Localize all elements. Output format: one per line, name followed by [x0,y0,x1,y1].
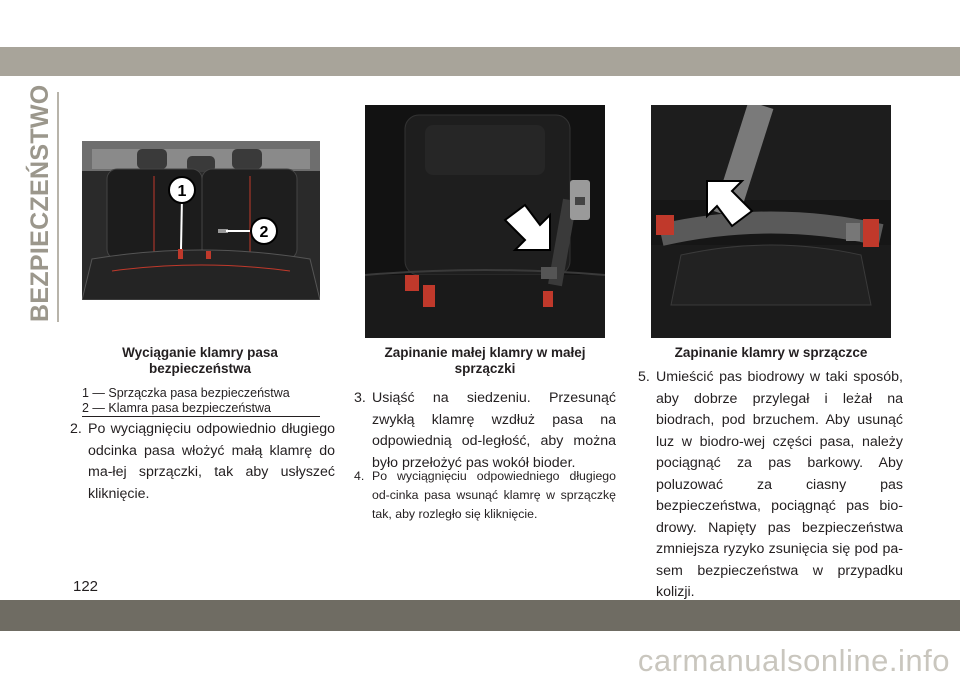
step-number: 5. [638,369,650,385]
bottom-band [0,600,960,631]
figure1-legend [82,386,322,416]
step-text: Umieścić pas biodrowy w taki sposób, aby dobrze przylegał i leżał na biodrach, pod brzuchem. Aby usunąć luz w biodro-wej części pasa, należy pociągnąć za pas barkowy. Aby poluzować za ciasny pas bezpieczeństwa, pociągnąć pas bio-drowy. Napięty pas bezpieczeństwa zmniejsza ryzyko zsunięcia się pod pa-sem bezpieczeństwa w przypadku kolizji. [656,369,903,600]
legend-item: 2 — Klamra pasa bezpieczeństwa [82,401,271,415]
step-text: Po wyciągnięciu odpowiedniego długiego od-cinka pasa wsunąć klamrę w sprzączkę tak, aby rozległo się kliknięcie. [372,469,616,521]
legend-item: 1 — Sprzączka pasa bezpieczeństwa [82,386,290,400]
top-band [0,47,960,76]
callout-1: 1 [177,183,187,200]
step-number: 4. [354,469,365,483]
step-5 [638,367,903,604]
figure3-caption: Zapinanie klamry w sprzączce [674,345,868,360]
step-text: Usiąść na siedzeniu. Przesunąć zwykłą klamrę wzdłuż pasa na odpowiednią od-ległość, aby można było przełożyć pas wokół bioder. [372,390,616,471]
step-3 [354,388,616,474]
step-4 [354,467,616,524]
figure2-caption: Zapinanie małej klamry w małej sprzączki [384,345,586,376]
figure1-photo [82,141,320,300]
step-text: Po wyciągnięciu odpowiednio długiego odcinka pasa włożyć małą klamrę do ma-łej sprzączki, tak aby usłyszeć kliknięcie. [88,421,335,502]
section-tab-rule [57,92,59,322]
section-tab-label: BEZPIECZEŃSTWO [26,84,54,322]
page-number: 122 [73,578,99,595]
section-tab [22,84,58,322]
step-number: 2. [70,421,82,437]
figure2-photo [365,105,605,338]
figure1-caption: Wyciąganie klamry pasa bezpieczeństwa [122,345,278,376]
legend-rule [82,416,320,417]
step-2 [70,419,335,505]
step-number: 3. [354,390,366,406]
watermark: carmanualsonline.info [637,643,950,678]
callout-2: 2 [259,224,269,241]
figure3-photo [651,105,891,338]
